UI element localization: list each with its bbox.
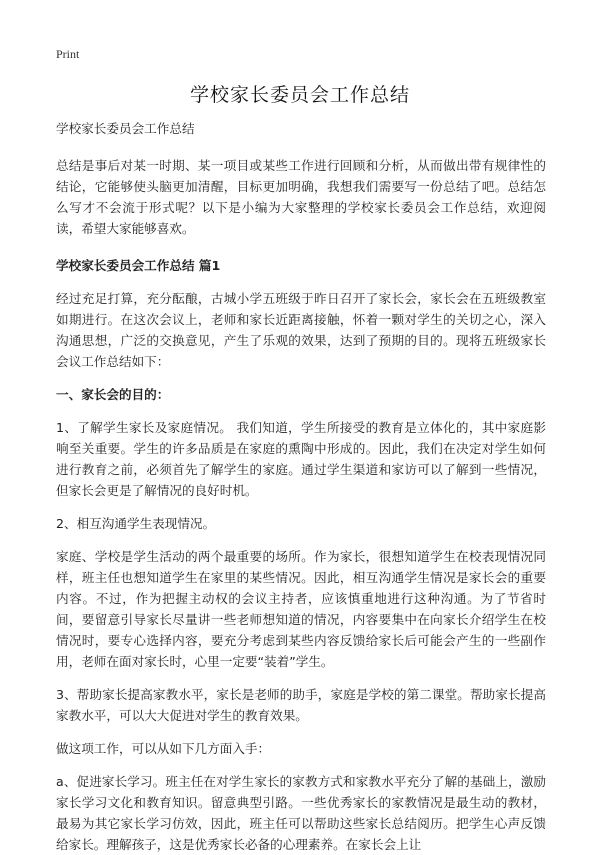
intro-paragraph: 总结是事后对某一时期、某一项目或某些工作进行回顾和分析，从而做出带有规律性的结论，它能够使头脑更加清醒，目标更加明确，我想我们需要写一份总结了吧。总结怎么写才不会流于形式呢？以下是小编为大家整理的学校家长委员会工作总结，欢迎阅读，希望大家能够喜欢。 — [56, 158, 546, 236]
document-subtitle: 学校家长委员会工作总结 — [56, 121, 195, 136]
paragraph-1: 经过充足打算，充分酝酿，古城小学五班级于昨日召开了家长会，家长会在五班级教室如期进行。在这次会议上，老师和家长近距离接触，怀着一颗对学生的关切之心，深入沟通思想，广泛的交换意见，产生了乐观的效果，达到了预期的目的。现将五班级家长会议工作总结如下： — [56, 291, 546, 369]
purpose-heading: 一、家长会的目的： — [56, 387, 170, 402]
print-link[interactable]: Print — [56, 47, 80, 61]
list-item-a: a、促进家长学习。班主任在对学生家长的家教方式和家教水平充分了解的基础上，激励家长学习文化和教育知识。留意典型引路。一些优秀家长的家教情况是最生动的教材，最易为其它家长学习仿效，因此，班主任可以帮助这些家长总结阅历。把学生心声反馈给家长。理解孩子，这是优秀家长必备的心理素养。在家长会上让 — [56, 774, 546, 852]
paragraph-2: 家庭、学校是学生活动的两个最重要的场所。作为家长，很想知道学生在校表现情况同样，班主任也想知道学生在家里的某些情况。因此，相互沟通学生情况是家长会的重要内容。不过，作为把握主动权的会议主持者，应该慎重地进行这种沟通。为了节省时间，要留意引导家长尽量讲一些老师想知道的情况，内容要集中在向家长介绍学生在校情况时，要专心选择内容，要充分考虑到某些内容反馈给家长后可能会产生的一些副作用，老师在面对家长时，心里一定要“装着”学生。 — [56, 549, 546, 669]
document-body — [56, 118, 546, 855]
list-item-1: 1、了解学生家长及家庭情况。 我们知道，学生所接受的教育是立体化的，其中家庭影响至关重要。学生的许多品质是在家庭的熏陶中形成的。因此，我们在决定对学生如何进行教育之前，必须首先了解学生的家庭。通过学生渠道和家访可以了解到一些情况，但家长会更是了解情况的良好时机。 — [56, 420, 546, 498]
paragraph-3: 做这项工作，可以从如下几方面入手： — [56, 741, 271, 756]
section-heading: 学校家长委员会工作总结 篇1 — [56, 258, 221, 273]
page-title: 学校家长委员会工作总结 — [189, 84, 410, 106]
list-item-3: 3、帮助家长提高家教水平，家长是老师的助手，家庭是学校的第二课堂。帮助家长提高家教水平，可以大大促进对学生的教育效果。 — [56, 687, 546, 723]
list-item-2: 2、相互沟通学生表现情况。 — [56, 516, 216, 531]
